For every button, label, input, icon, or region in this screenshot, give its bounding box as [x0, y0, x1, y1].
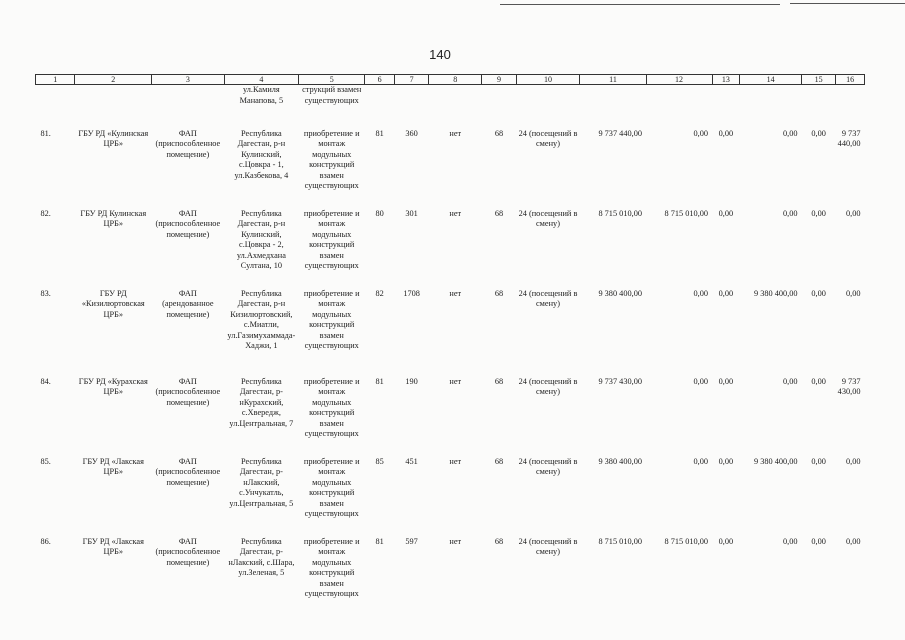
column-8-cell: нет [449, 456, 462, 466]
column-16-cell: 0,00 [845, 536, 861, 546]
column-9-cell: 68 [494, 288, 504, 298]
column-15-cell: 0,00 [811, 376, 826, 386]
works-cell: приобретение и монтаж модульных конструкций взамен существующих [303, 288, 360, 351]
column-8-cell: нет [449, 536, 462, 546]
facility-type-cell: ФАП (приспособленное помещение) [155, 456, 221, 487]
row-number-cell: 82. [40, 208, 51, 218]
facility-type-cell: ФАП (арендованное помещение) [162, 288, 214, 319]
column-header: 6 [365, 75, 395, 85]
works-cell: струкций взамен существующих [302, 85, 362, 105]
column-header: 2 [75, 75, 152, 85]
column-9-cell: 68 [494, 456, 504, 466]
column-15-cell: 0,00 [811, 536, 826, 546]
population-cell: 1708 [403, 288, 420, 298]
column-12-cell: 0,00 [693, 288, 709, 298]
capacity-cell: 24 (посещений в смену) [518, 376, 578, 397]
column-9-cell: 68 [494, 128, 504, 138]
column-12-cell: 0,00 [693, 456, 709, 466]
population-cell: 190 [405, 376, 418, 386]
population-cell: 360 [405, 128, 418, 138]
table-row [36, 537, 865, 615]
column-header: 15 [802, 75, 836, 85]
column-9-cell: 68 [494, 208, 504, 218]
column-6-cell: 85 [375, 456, 384, 466]
column-15-cell: 0,00 [811, 288, 826, 298]
data-table [35, 74, 865, 615]
column-9-cell: 68 [494, 536, 504, 546]
column-header: 1 [36, 75, 75, 85]
population-cell: 301 [405, 208, 418, 218]
scan-edge-line [790, 3, 905, 4]
table-row [36, 129, 865, 209]
address-cell: Республика Дагестан, р-н Кулинский, с.Цовкра - 1, ул.Казбекова, 4 [234, 128, 289, 180]
column-header: 9 [482, 75, 516, 85]
column-6-cell: 82 [375, 288, 384, 298]
organization-cell: ГБУ РД «Лакская ЦРБ» [82, 536, 144, 557]
total-cost-cell: 9 380 400,00 [598, 288, 642, 298]
column-14-cell: 0,00 [783, 536, 798, 546]
column-6-cell: 80 [375, 208, 384, 218]
row-number-cell: 84. [40, 376, 51, 386]
column-12-cell: 8 715 010,00 [664, 208, 709, 218]
page-number: 140 [429, 47, 451, 62]
works-cell: приобретение и монтаж модульных конструкций взамен существующих [303, 376, 360, 439]
capacity-cell: 24 (посещений в смену) [518, 536, 578, 557]
column-14-cell: 9 380 400,00 [754, 288, 798, 298]
works-cell: приобретение и монтаж модульных конструкций взамен существующих [303, 536, 360, 599]
column-15-cell: 0,00 [811, 208, 826, 218]
column-16-cell: 0,00 [845, 208, 861, 218]
column-header: 3 [152, 75, 224, 85]
column-13-cell: 0,00 [718, 376, 734, 386]
column-8-cell: нет [449, 288, 462, 298]
organization-cell: ГБУ РД «Кизилюртовская ЦРБ» [81, 288, 145, 319]
column-13-cell: 0,00 [718, 456, 734, 466]
column-13-cell: 0,00 [718, 208, 734, 218]
continuation-row [36, 85, 865, 129]
total-cost-cell: 8 715 010,00 [598, 536, 642, 546]
column-header: 16 [836, 75, 865, 85]
column-15-cell: 0,00 [811, 456, 826, 466]
population-cell: 597 [405, 536, 418, 546]
column-16-cell: 0,00 [845, 456, 861, 466]
column-15-cell: 0,00 [811, 128, 826, 138]
scan-edge-line [500, 4, 780, 5]
address-cell: Республика Дагестан, р-нКурахский, с.Хвередж, ул.Центральная, 7 [229, 376, 294, 428]
population-cell: 451 [405, 456, 418, 466]
works-cell: приобретение и монтаж модульных конструкций взамен существующих [303, 208, 360, 271]
column-6-cell: 81 [375, 536, 384, 546]
column-6-cell: 81 [375, 128, 384, 138]
column-16-cell: 9 737 430,00 [837, 376, 861, 397]
column-13-cell: 0,00 [718, 536, 734, 546]
column-9-cell: 68 [494, 376, 504, 386]
total-cost-cell: 9 737 430,00 [598, 376, 642, 386]
facility-type-cell: ФАП (приспособленное помещение) [155, 536, 221, 567]
column-14-cell: 0,00 [783, 128, 798, 138]
table-row [36, 377, 865, 457]
column-header: 7 [395, 75, 429, 85]
table-row [36, 457, 865, 537]
row-number-cell: 81. [40, 128, 51, 138]
column-header: 12 [646, 75, 712, 85]
total-cost-cell: 8 715 010,00 [598, 208, 642, 218]
column-header: 8 [429, 75, 482, 85]
address-cell: Республика Дагестан, р-нЛакский, с.Шара, ул.Зеленая, 5 [228, 536, 295, 578]
column-number-row [36, 75, 865, 85]
column-header: 14 [740, 75, 802, 85]
capacity-cell: 24 (посещений в смену) [518, 456, 578, 477]
table-row [36, 209, 865, 289]
capacity-cell: 24 (посещений в смену) [518, 288, 578, 309]
column-6-cell: 81 [375, 376, 384, 386]
column-16-cell: 0,00 [845, 288, 861, 298]
column-16-cell: 9 737 440,00 [837, 128, 861, 149]
organization-cell: ГБУ РД «Курахская ЦРБ» [78, 376, 148, 397]
address-cell: ул.Камиля Манапова, 5 [239, 85, 284, 105]
organization-cell: ГБУ РД «Кулинская ЦРБ» [78, 128, 149, 149]
column-header: 13 [712, 75, 740, 85]
row-number-cell: 85. [40, 456, 51, 466]
capacity-cell: 24 (посещений в смену) [518, 208, 578, 229]
column-header: 10 [516, 75, 580, 85]
address-cell: Республика Дагестан, р-н Кулинский, с.Цовкра - 2, ул.Ахмедхана Султана, 10 [236, 208, 286, 271]
facility-type-cell: ФАП (приспособленное помещение) [155, 376, 221, 407]
works-cell: приобретение и монтаж модульных конструкций взамен существующих [303, 128, 360, 191]
facility-type-cell: ФАП (приспособленное помещение) [155, 128, 221, 159]
address-cell: Республика Дагестан, р-н Кизилюртовский, с.Миатли, ул.Газимухаммада-Хаджи, 1 [227, 288, 296, 351]
capacity-cell: 24 (посещений в смену) [518, 128, 578, 149]
organization-cell: ГБУ РД «Лакская ЦРБ» [82, 456, 144, 477]
column-12-cell: 8 715 010,00 [664, 536, 709, 546]
address-cell: Республика Дагестан, р-нЛакский, с.Унчукатль, ул.Центральная, 5 [229, 456, 294, 508]
row-number-cell: 83. [40, 288, 51, 298]
column-header: 4 [224, 75, 299, 85]
works-cell: приобретение и монтаж модульных конструкций взамен существующих [303, 456, 360, 519]
organization-cell: ГБУ РД Кулинская ЦРБ» [80, 208, 147, 229]
column-8-cell: нет [449, 128, 462, 138]
column-8-cell: нет [449, 208, 462, 218]
facility-type-cell: ФАП (приспособленное помещение) [155, 208, 221, 239]
column-14-cell: 9 380 400,00 [754, 456, 798, 466]
column-14-cell: 0,00 [783, 376, 798, 386]
table-row [36, 289, 865, 377]
total-cost-cell: 9 380 400,00 [598, 456, 642, 466]
column-13-cell: 0,00 [718, 128, 734, 138]
column-8-cell: нет [449, 376, 462, 386]
column-13-cell: 0,00 [718, 288, 734, 298]
column-14-cell: 0,00 [783, 208, 798, 218]
column-12-cell: 0,00 [693, 128, 709, 138]
column-header: 5 [299, 75, 365, 85]
row-number-cell: 86. [40, 536, 51, 546]
total-cost-cell: 9 737 440,00 [598, 128, 642, 138]
column-header: 11 [580, 75, 646, 85]
column-12-cell: 0,00 [693, 376, 709, 386]
